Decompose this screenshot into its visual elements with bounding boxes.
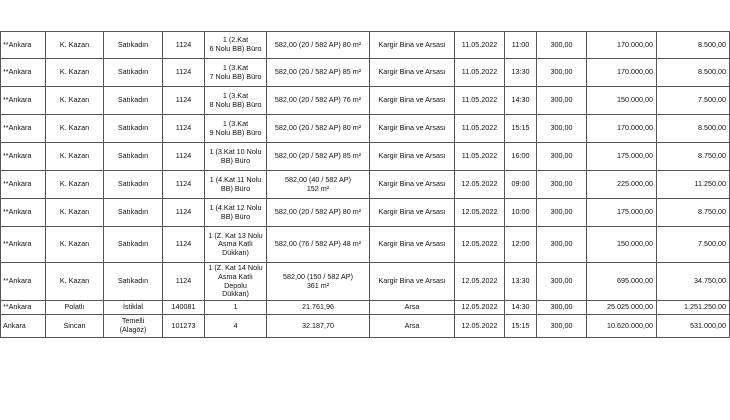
il-cell-text: **Ankara — [3, 302, 32, 312]
il-cell — [1, 315, 46, 338]
auction-time-cell — [505, 87, 537, 115]
block-number-cell — [163, 315, 205, 338]
deposit-cell — [657, 171, 730, 199]
auction-date-cell — [455, 199, 505, 227]
block-number-cell-text: 1124 — [175, 151, 192, 161]
neighborhood-cell — [104, 171, 163, 199]
share-cell — [537, 301, 587, 315]
deposit-cell-text: 34.750,00 — [694, 276, 726, 286]
deposit-cell-text: 11.250,00 — [694, 179, 726, 189]
estimated-value-cell-text: 25.025.000,00 — [607, 302, 653, 312]
area-cell-text: 582,00 (20 / 582 AP) 85 m² — [274, 67, 362, 77]
parcel-cell — [205, 32, 267, 59]
property-type-cell-text: Kargir Bina ve Arsası — [378, 39, 446, 49]
property-type-cell-text: Kargir Bina ve Arsası — [378, 67, 446, 77]
parcel-cell — [205, 301, 267, 315]
share-cell-text: 300,00 — [550, 67, 573, 77]
parcel-cell-text: 1 (Z. Kat 13 Nolu Asma Katlı Dükkan) — [208, 230, 263, 257]
deposit-cell — [657, 315, 730, 338]
auction-time-cell — [505, 301, 537, 315]
deposit-cell-text: 8.500,00 — [698, 67, 726, 77]
district-cell-text: K. Kazan — [59, 39, 90, 49]
neighborhood-cell — [104, 315, 163, 338]
il-cell-text: **Ankara — [3, 123, 32, 133]
auction-date-cell-text: 12.05.2022 — [461, 320, 498, 330]
table-row — [1, 315, 730, 338]
share-cell — [537, 227, 587, 263]
auction-date-cell-text: 11.05.2022 — [461, 151, 498, 161]
property-type-cell-text: Kargir Bina ve Arsası — [378, 239, 446, 249]
block-number-cell-text: 1124 — [175, 39, 192, 49]
parcel-cell-text: 1 (3.Kat 9 Nolu BB) Büro — [209, 118, 262, 137]
area-cell-text: 582,00 (20 / 582 AP) 85 m² — [274, 151, 362, 161]
block-number-cell — [163, 227, 205, 263]
share-cell-text: 300,00 — [550, 320, 573, 330]
property-type-cell — [370, 59, 455, 87]
auction-time-cell — [505, 143, 537, 171]
table-row — [1, 87, 730, 115]
district-cell-text: K. Kazan — [59, 95, 90, 105]
district-cell — [46, 301, 104, 315]
property-type-cell-text: Kargir Bina ve Arsası — [378, 179, 446, 189]
parcel-cell-text: 1 (2.Kat 6 Nolu BB) Büro — [209, 35, 262, 53]
share-cell-text: 300,00 — [550, 179, 573, 189]
district-cell-text: Sincan — [63, 320, 86, 330]
deposit-cell — [657, 227, 730, 263]
auction-date-cell — [455, 87, 505, 115]
auction-time-cell-text: 13:30 — [511, 67, 530, 77]
parcel-cell — [205, 227, 267, 263]
parcel-cell-text: 1 (4.Kat 11 Nolu BB) Büro — [209, 174, 262, 193]
property-type-cell — [370, 263, 455, 301]
estimated-value-cell-text: 175.000,00 — [617, 207, 653, 217]
auction-date-cell — [455, 143, 505, 171]
auction-time-cell-text: 16:00 — [511, 151, 530, 161]
property-type-cell — [370, 227, 455, 263]
auction-time-cell — [505, 32, 537, 59]
neighborhood-cell — [104, 59, 163, 87]
neighborhood-cell — [104, 199, 163, 227]
share-cell — [537, 171, 587, 199]
district-cell-text: K. Kazan — [59, 239, 90, 249]
block-number-cell — [163, 87, 205, 115]
deposit-cell — [657, 143, 730, 171]
deposit-cell-text: 7.500,00 — [698, 95, 726, 105]
auction-date-cell-text: 12.05.2022 — [461, 179, 498, 189]
district-cell-text: K. Kazan — [59, 207, 90, 217]
property-type-cell-text: Kargir Bina ve Arsası — [378, 95, 446, 105]
deposit-cell — [657, 263, 730, 301]
district-cell — [46, 171, 104, 199]
block-number-cell-text: 101273 — [171, 320, 196, 330]
block-number-cell — [163, 301, 205, 315]
auction-date-cell — [455, 115, 505, 143]
share-cell — [537, 315, 587, 338]
area-cell-text: 582,00 (40 / 582 AP) 152 m² — [285, 174, 351, 193]
table-body — [1, 32, 730, 338]
estimated-value-cell — [587, 199, 657, 227]
auction-time-cell-text: 10:00 — [511, 207, 530, 217]
property-type-cell — [370, 87, 455, 115]
il-cell — [1, 32, 46, 59]
share-cell-text: 300,00 — [550, 302, 573, 312]
property-type-cell — [370, 301, 455, 315]
auction-date-cell-text: 11.05.2022 — [461, 123, 498, 133]
auction-time-cell — [505, 227, 537, 263]
area-cell — [267, 315, 370, 338]
il-cell-text: Ankara — [3, 320, 26, 330]
deposit-cell-text: 8.500,00 — [698, 123, 726, 133]
auction-date-cell — [455, 263, 505, 301]
auction-time-cell — [505, 199, 537, 227]
area-cell — [267, 87, 370, 115]
auction-time-cell — [505, 263, 537, 301]
auction-time-cell — [505, 115, 537, 143]
share-cell — [537, 59, 587, 87]
area-cell — [267, 263, 370, 301]
deposit-cell — [657, 87, 730, 115]
block-number-cell-text: 1124 — [175, 276, 192, 286]
share-cell — [537, 87, 587, 115]
il-cell — [1, 199, 46, 227]
parcel-cell — [205, 59, 267, 87]
il-cell-text: **Ankara — [3, 239, 32, 249]
block-number-cell — [163, 115, 205, 143]
neighborhood-cell-text: Satıkadın — [117, 39, 149, 49]
district-cell-text: K. Kazan — [59, 123, 90, 133]
district-cell — [46, 199, 104, 227]
district-cell — [46, 263, 104, 301]
auction-date-cell — [455, 59, 505, 87]
block-number-cell — [163, 32, 205, 59]
estimated-value-cell — [587, 87, 657, 115]
il-cell-text: **Ankara — [3, 179, 32, 189]
estimated-value-cell — [587, 115, 657, 143]
auction-date-cell — [455, 171, 505, 199]
table-row — [1, 143, 730, 171]
il-cell — [1, 171, 46, 199]
parcel-cell — [205, 115, 267, 143]
table-row — [1, 227, 730, 263]
neighborhood-cell — [104, 301, 163, 315]
area-cell-text: 32.187,70 — [302, 320, 334, 330]
neighborhood-cell-text: Satıkadın — [117, 123, 149, 133]
auction-date-cell-text: 11.05.2022 — [461, 67, 498, 77]
il-cell-text: **Ankara — [3, 95, 32, 105]
block-number-cell-text: 140081 — [171, 302, 196, 312]
il-cell — [1, 301, 46, 315]
neighborhood-cell — [104, 143, 163, 171]
district-cell — [46, 227, 104, 263]
il-cell — [1, 87, 46, 115]
table-row — [1, 263, 730, 301]
property-type-cell-text: Arsa — [404, 320, 420, 330]
deposit-cell-text: 1.251.250,00 — [684, 302, 726, 312]
estimated-value-cell — [587, 59, 657, 87]
property-type-cell-text: Arsa — [404, 302, 420, 312]
area-cell-text: 582,00 (20 / 582 AP) 80 m² — [274, 207, 362, 217]
parcel-cell-text: 1 — [233, 302, 238, 312]
share-cell-text: 300,00 — [550, 207, 573, 217]
district-cell — [46, 87, 104, 115]
auction-date-cell-text: 12.05.2022 — [461, 276, 498, 286]
deposit-cell-text: 7.500,00 — [698, 239, 726, 249]
estimated-value-cell — [587, 315, 657, 338]
auction-date-cell-text: 11.05.2022 — [461, 95, 498, 105]
property-type-cell-text: Kargir Bina ve Arsası — [378, 207, 446, 217]
block-number-cell-text: 1124 — [175, 239, 192, 249]
il-cell-text: **Ankara — [3, 67, 32, 77]
block-number-cell — [163, 171, 205, 199]
neighborhood-cell-text: Temelli (Alagöz) — [119, 316, 147, 334]
deposit-cell — [657, 115, 730, 143]
parcel-cell — [205, 263, 267, 301]
deposit-cell — [657, 59, 730, 87]
il-cell — [1, 143, 46, 171]
il-cell — [1, 227, 46, 263]
property-type-cell-text: Kargir Bina ve Arsası — [378, 151, 446, 161]
neighborhood-cell-text: Satıkadın — [117, 95, 149, 105]
block-number-cell-text: 1124 — [175, 67, 192, 77]
auction-time-cell-text: 09:00 — [511, 179, 530, 189]
estimated-value-cell — [587, 227, 657, 263]
property-type-cell — [370, 199, 455, 227]
table-row — [1, 59, 730, 87]
auction-time-cell-text: 15:15 — [511, 320, 530, 330]
parcel-cell — [205, 87, 267, 115]
district-cell-text: K. Kazan — [59, 67, 90, 77]
block-number-cell — [163, 263, 205, 301]
auction-time-cell — [505, 315, 537, 338]
property-type-cell-text: Kargir Bina ve Arsası — [378, 276, 446, 286]
auction-time-cell-text: 15:15 — [511, 123, 530, 133]
auction-time-cell — [505, 59, 537, 87]
auction-time-cell-text: 14:30 — [511, 95, 530, 105]
neighborhood-cell-text: Satıkadın — [117, 179, 149, 189]
property-type-cell — [370, 115, 455, 143]
share-cell — [537, 199, 587, 227]
block-number-cell-text: 1124 — [175, 207, 192, 217]
deposit-cell — [657, 301, 730, 315]
neighborhood-cell-text: Satıkadın — [117, 67, 149, 77]
deposit-cell — [657, 32, 730, 59]
auction-date-cell — [455, 227, 505, 263]
estimated-value-cell-text: 695.000,00 — [617, 276, 653, 286]
parcel-cell — [205, 199, 267, 227]
auction-date-cell — [455, 32, 505, 59]
il-cell-text: **Ankara — [3, 39, 32, 49]
estimated-value-cell — [587, 301, 657, 315]
estimated-value-cell-text: 170.000,00 — [617, 67, 653, 77]
il-cell-text: **Ankara — [3, 207, 32, 217]
area-cell — [267, 199, 370, 227]
parcel-cell-text: 1 (3.Kat 8 Nolu BB) Büro — [209, 90, 262, 109]
auction-date-cell-text: 12.05.2022 — [461, 302, 498, 312]
share-cell-text: 300,00 — [550, 123, 573, 133]
table-row — [1, 301, 730, 315]
estimated-value-cell-text: 170.000,00 — [617, 39, 653, 49]
share-cell-text: 300,00 — [550, 276, 573, 286]
area-cell-text: 582,00 (20 / 582 AP) 80 m² — [274, 123, 362, 133]
neighborhood-cell — [104, 115, 163, 143]
neighborhood-cell — [104, 87, 163, 115]
district-cell — [46, 32, 104, 59]
district-cell — [46, 143, 104, 171]
share-cell-text: 300,00 — [550, 95, 573, 105]
area-cell — [267, 143, 370, 171]
parcel-cell-text: 1 (4.Kat 12 Nolu BB) Büro — [209, 202, 262, 221]
neighborhood-cell-text: İstiklal — [123, 302, 143, 312]
share-cell — [537, 32, 587, 59]
share-cell-text: 300,00 — [550, 39, 573, 49]
estimated-value-cell — [587, 263, 657, 301]
area-cell-text: 582,00 (20 / 582 AP) 80 m² — [274, 39, 362, 49]
block-number-cell-text: 1124 — [175, 179, 192, 189]
share-cell-text: 300,00 — [550, 151, 573, 161]
area-cell-text: 582,00 (150 / 582 AP) 361 m² — [283, 271, 353, 290]
table-row — [1, 199, 730, 227]
auction-time-cell-text: 12:00 — [511, 239, 530, 249]
parcel-cell — [205, 315, 267, 338]
area-cell-text: 21.761,96 — [302, 302, 334, 312]
il-cell — [1, 263, 46, 301]
auction-time-cell-text: 13:30 — [511, 276, 530, 286]
area-cell — [267, 59, 370, 87]
neighborhood-cell-text: Satıkadın — [117, 239, 149, 249]
auction-date-cell-text: 12.05.2022 — [461, 207, 498, 217]
auction-time-cell-text: 11:00 — [511, 39, 530, 49]
property-type-cell — [370, 32, 455, 59]
block-number-cell — [163, 199, 205, 227]
deposit-cell — [657, 199, 730, 227]
deposit-cell-text: 531.000,00 — [690, 320, 726, 330]
auction-date-cell — [455, 301, 505, 315]
table-row — [1, 171, 730, 199]
area-cell — [267, 115, 370, 143]
parcel-cell-text: 1 (Z. Kat 14 Nolu Asma Katlı Depolu Dükkan) — [208, 263, 263, 299]
auction-date-cell-text: 11.05.2022 — [461, 39, 498, 49]
parcel-cell-text: 1 (3.Kat 10 Nolu BB) Büro — [209, 146, 262, 165]
table-row — [1, 115, 730, 143]
il-cell-text: **Ankara — [3, 276, 32, 286]
estimated-value-cell — [587, 143, 657, 171]
area-cell — [267, 227, 370, 263]
estimated-value-cell-text: 170.000,00 — [617, 123, 653, 133]
neighborhood-cell — [104, 227, 163, 263]
il-cell — [1, 115, 46, 143]
estimated-value-cell-text: 225.000,00 — [617, 179, 653, 189]
deposit-cell-text: 8.500,00 — [698, 39, 726, 49]
deposit-cell-text: 8.750,00 — [698, 207, 726, 217]
block-number-cell — [163, 143, 205, 171]
district-cell-text: Polatlı — [64, 302, 85, 312]
estimated-value-cell-text: 175.000,00 — [617, 151, 653, 161]
neighborhood-cell-text: Satıkadın — [117, 276, 149, 286]
deposit-cell-text: 8.750,00 — [698, 151, 726, 161]
estimated-value-cell-text: 150.000,00 — [617, 95, 653, 105]
district-cell — [46, 115, 104, 143]
neighborhood-cell-text: Satıkadın — [117, 207, 149, 217]
share-cell-text: 300,00 — [550, 239, 573, 249]
district-cell-text: K. Kazan — [59, 179, 90, 189]
district-cell-text: K. Kazan — [59, 276, 90, 286]
neighborhood-cell — [104, 263, 163, 301]
neighborhood-cell-text: Satıkadın — [117, 151, 149, 161]
block-number-cell-text: 1124 — [175, 123, 192, 133]
parcel-cell — [205, 143, 267, 171]
block-number-cell — [163, 59, 205, 87]
parcel-cell-text: 1 (3.Kat 7 Nolu BB) Büro — [209, 62, 262, 81]
property-type-cell — [370, 171, 455, 199]
district-cell-text: K. Kazan — [59, 151, 90, 161]
area-cell — [267, 32, 370, 59]
auction-time-cell-text: 14:30 — [511, 302, 530, 312]
estimated-value-cell — [587, 32, 657, 59]
estimated-value-cell-text: 10.620.000,00 — [607, 320, 653, 330]
neighborhood-cell — [104, 32, 163, 59]
auction-time-cell — [505, 171, 537, 199]
district-cell — [46, 315, 104, 338]
estimated-value-cell — [587, 171, 657, 199]
area-cell — [267, 301, 370, 315]
il-cell — [1, 59, 46, 87]
area-cell — [267, 171, 370, 199]
auction-date-cell — [455, 315, 505, 338]
parcel-cell — [205, 171, 267, 199]
share-cell — [537, 115, 587, 143]
property-type-cell — [370, 143, 455, 171]
block-number-cell-text: 1124 — [175, 95, 192, 105]
property-type-cell-text: Kargir Bina ve Arsası — [378, 123, 446, 133]
district-cell — [46, 59, 104, 87]
area-cell-text: 582,00 (76 / 582 AP) 48 m² — [274, 239, 362, 249]
table-row — [1, 32, 730, 59]
estimated-value-cell-text: 150.000,00 — [617, 239, 653, 249]
property-type-cell — [370, 315, 455, 338]
share-cell — [537, 143, 587, 171]
area-cell-text: 582,00 (20 / 582 AP) 76 m² — [274, 95, 362, 105]
auction-listing-table — [0, 31, 730, 338]
parcel-cell-text: 4 — [233, 320, 238, 330]
share-cell — [537, 263, 587, 301]
il-cell-text: **Ankara — [3, 151, 32, 161]
auction-date-cell-text: 12.05.2022 — [461, 239, 498, 249]
